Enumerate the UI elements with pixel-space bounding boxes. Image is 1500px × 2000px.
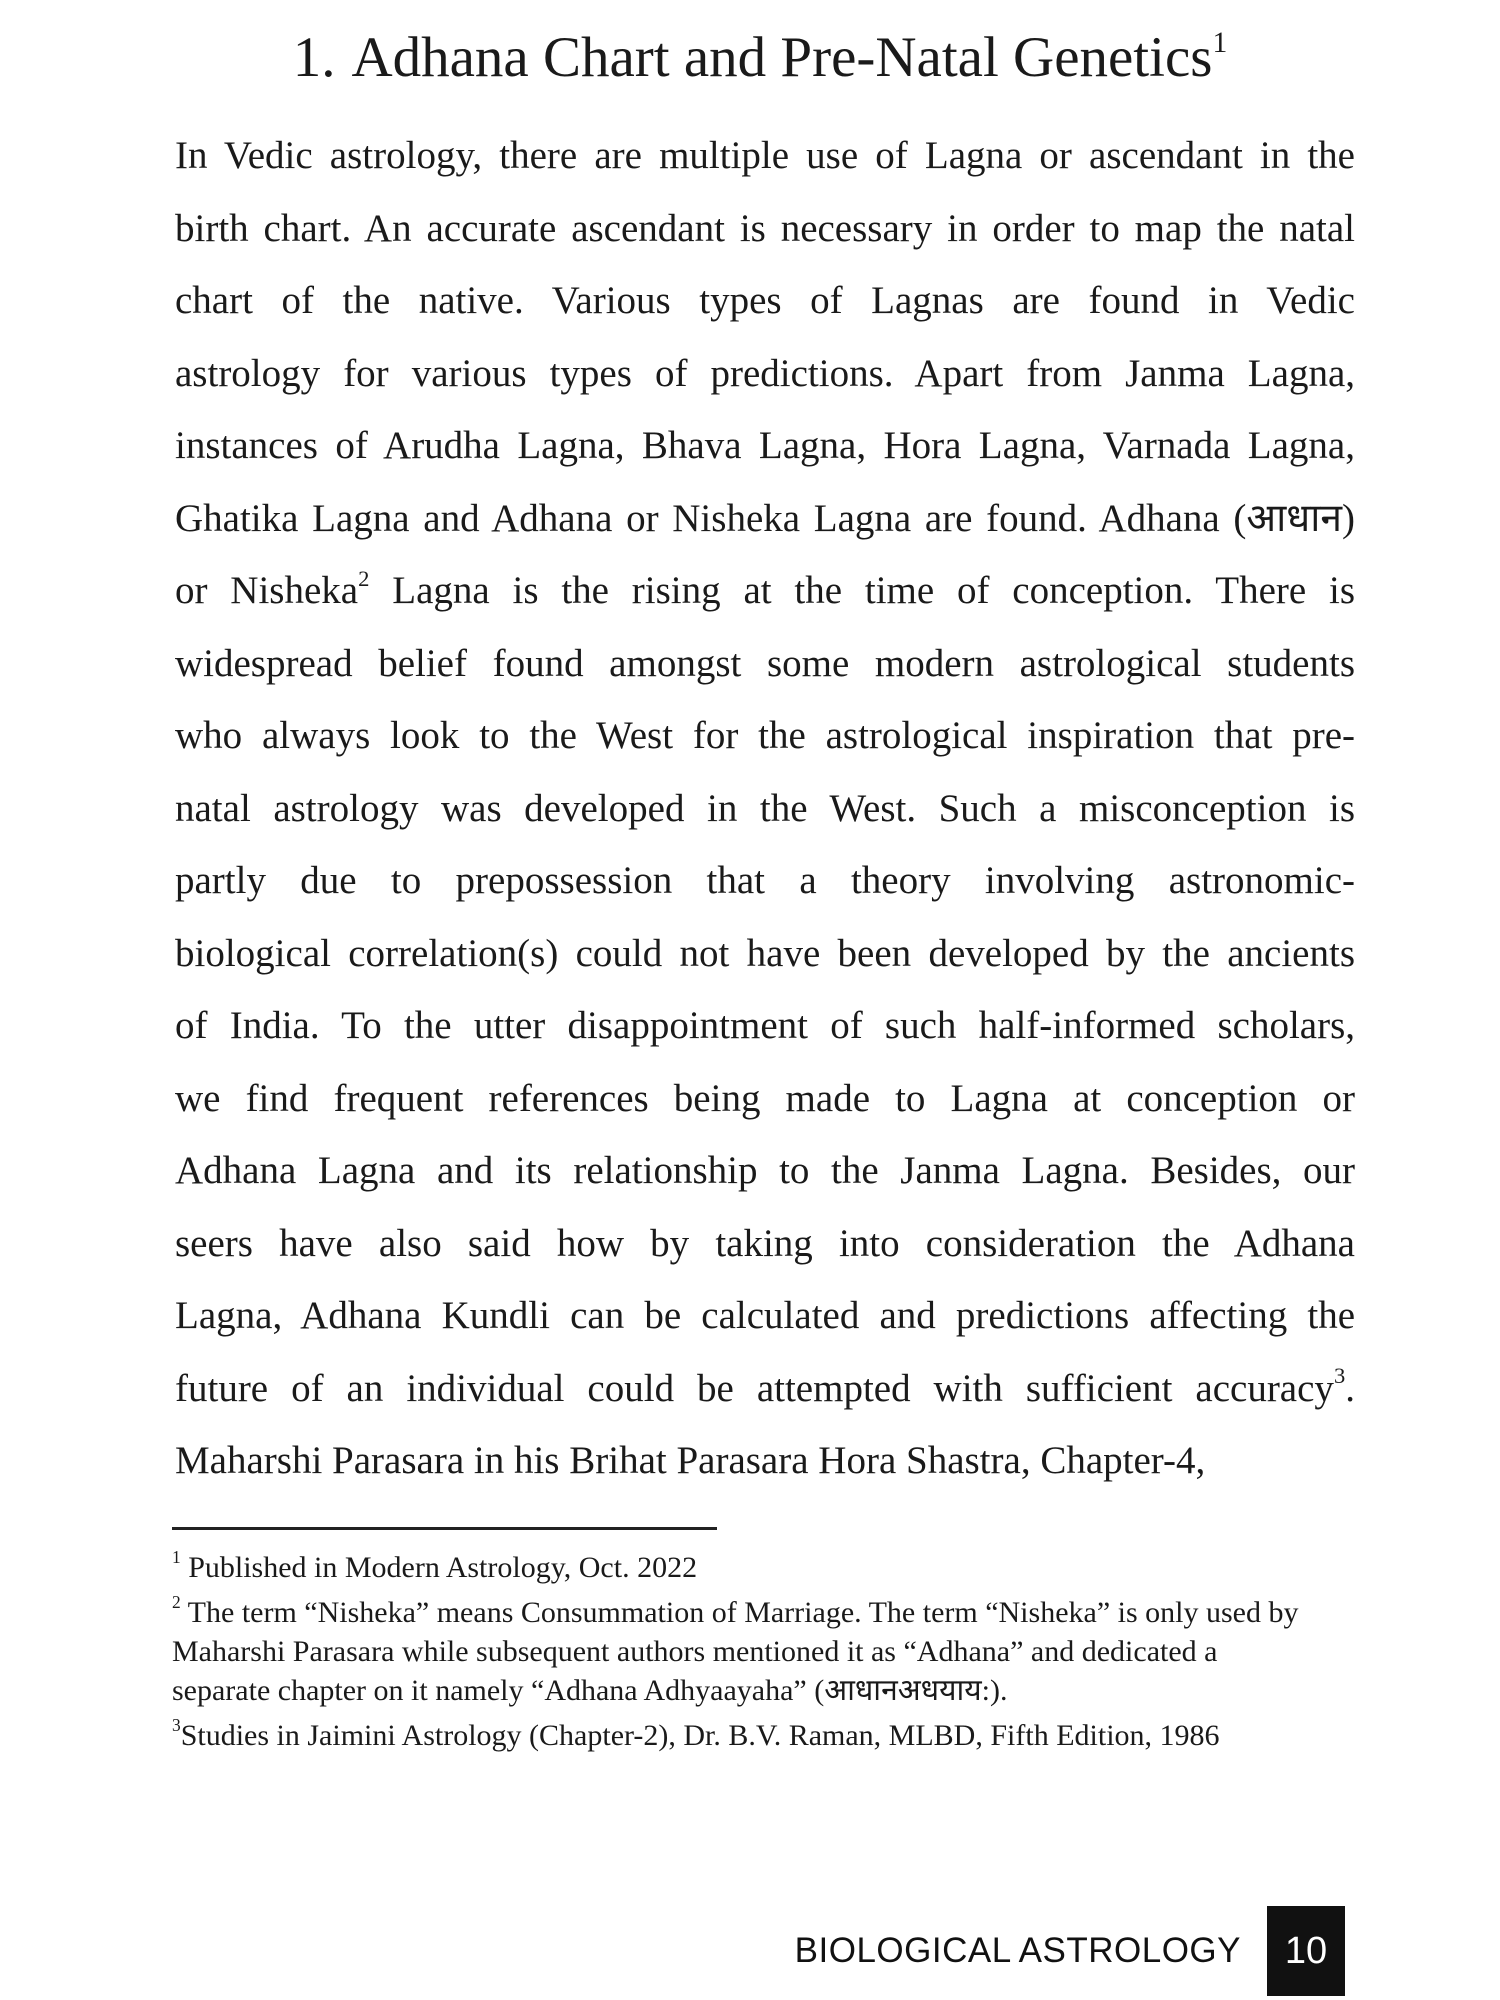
page-number: 10 — [1267, 1906, 1345, 1996]
body-line: we find frequent references being made to Lagna at conception or — [175, 1076, 1355, 1120]
footnote-2 — [172, 1593, 1322, 1710]
footnote-marker: 1 — [172, 1547, 181, 1568]
body-line-with-ref — [175, 555, 1355, 628]
footnote-marker: 2 — [172, 1592, 181, 1613]
footnote-ref-2: 2 — [358, 565, 370, 591]
body-line-segment: Lagna is the rising at the time of conception. There is — [392, 569, 1356, 612]
footnote-text: The term “Nisheka” means Consummation of Marriage. The term “Nisheka” is only used by Maharshi Parasara while subsequent authors mentioned it as “Adhana” and dedicated a separate chapter on it namely “Adhana Adhyaayaha” (आधानअधयाय:). — [172, 1596, 1299, 1707]
footnote-text: Studies in Jaimini Astrology (Chapter-2), Dr. B.V. Raman, MLBD, Fifth Edition, 1986 — [180, 1719, 1220, 1752]
footnote-text: Published in Modern Astrology, Oct. 2022 — [188, 1551, 698, 1584]
body-line-segment: or Nisheka — [175, 569, 359, 612]
body-line: Lagna, Adhana Kundli can be calculated and predictions affecting the — [175, 1294, 1355, 1337]
body-line: In Vedic astrology, there are multiple use of Lagna or ascendant in the — [175, 134, 1355, 177]
body-line-segment: future of an individual could be attempted with sufficient accuracy — [175, 1366, 1334, 1410]
footnote-ref-1: 1 — [1212, 26, 1228, 59]
running-footer-title: BIOLOGICAL ASTROLOGY — [794, 1931, 1241, 1970]
footnote-ref-3: 3 — [1333, 1363, 1346, 1389]
body-line-with-ref — [175, 1353, 1355, 1426]
footnote-1 — [172, 1548, 1322, 1587]
body-line: biological correlation(s) could not have been developed by the ancients — [175, 931, 1355, 975]
chapter-number: 1. — [292, 26, 336, 89]
body-line: partly due to prepossession that a theory involving astronomic- — [175, 859, 1355, 902]
chapter-title-text: Adhana Chart and Pre-Natal Genetics — [351, 26, 1213, 89]
body-line: who always look to the West for the astrological inspiration that pre- — [175, 714, 1355, 757]
body-line: of India. To the utter disappointment of such half-informed scholars, — [175, 1004, 1355, 1047]
body-line-segment: . — [1345, 1366, 1355, 1410]
chapter-title — [160, 22, 1360, 94]
body-line: birth chart. An accurate ascendant is necessary in order to map the natal — [175, 206, 1355, 250]
footnote-marker: 3 — [172, 1715, 181, 1736]
body-line: Adhana Lagna and its relationship to the Janma Lagna. Besides, our — [175, 1149, 1355, 1192]
body-line: Maharshi Parasara in his Brihat Parasara Hora Shastra, Chapter-4, — [175, 1439, 1206, 1482]
footnote-3 — [172, 1716, 1322, 1755]
body-line: widespread belief found amongst some modern astrological students — [175, 641, 1355, 685]
body-line: Ghatika Lagna and Adhana or Nisheka Lagna are found. Adhana (आधान) — [175, 496, 1355, 540]
footnote-divider — [172, 1527, 717, 1530]
body-line: instances of Arudha Lagna, Bhava Lagna, Hora Lagna, Varnada Lagna, — [175, 424, 1355, 467]
body-line: astrology for various types of predictions. Apart from Janma Lagna, — [175, 351, 1355, 395]
footnotes — [172, 1548, 1322, 1761]
body-line: chart of the native. Various types of Lagnas are found in Vedic — [175, 279, 1355, 322]
body-paragraph — [175, 120, 1355, 1498]
body-line: natal astrology was developed in the West. Such a misconception is — [175, 786, 1355, 830]
body-line: seers have also said how by taking into consideration the Adhana — [175, 1221, 1355, 1265]
page-footer — [795, 1906, 1345, 1996]
